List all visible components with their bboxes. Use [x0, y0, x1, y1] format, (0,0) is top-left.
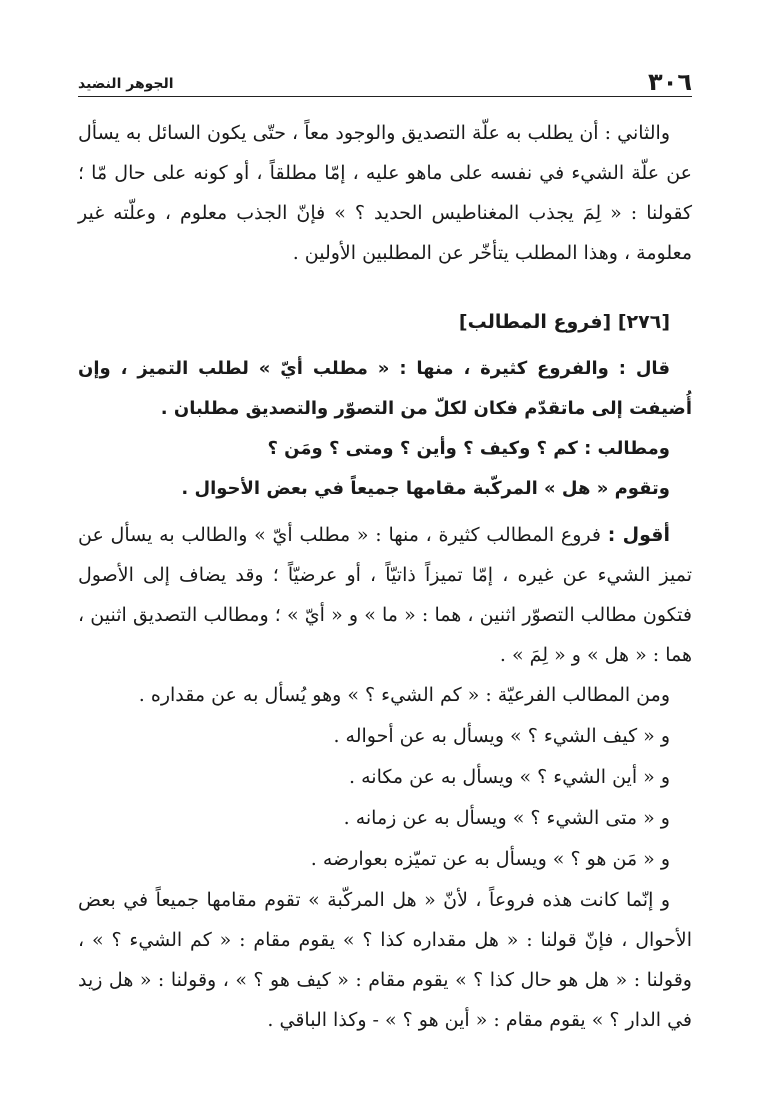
- book-title: الجوهر النضيد: [78, 76, 174, 92]
- page-number: ٣٠٦: [648, 68, 692, 96]
- list-item: و « كيف الشيء ؟ » ويسأل به عن أحواله .: [333, 725, 670, 747]
- list-item: و « أين الشيء ؟ » ويسأل به عن مكانه .: [349, 766, 670, 788]
- matn-paragraph-1: [78, 349, 692, 429]
- list-item: و « متى الشيء ؟ » ويسأل به عن زمانه .: [343, 807, 670, 829]
- matn-text-1: والفروع كثيرة ، منها : « مطلب أيّ » لطلب التميز ، وإن أُضيفت إلى ماتقدّم فكان لكلّ من التصوّر والتصديق مطلبان .: [78, 358, 692, 419]
- section-heading: [٢٧٦] [فروع المطالب]: [458, 311, 670, 333]
- running-header: [78, 60, 692, 97]
- commentary-paragraph-1: [78, 515, 692, 675]
- matn-paragraph-2: ومطالب : كم ؟ وكيف ؟ وأين ؟ ومتى ؟ ومَن ؟: [267, 438, 670, 459]
- commentary-label: أقول :: [607, 524, 670, 546]
- matn-label: قال :: [618, 358, 670, 379]
- list-item: و « مَن هو ؟ » ويسأل به عن تميّزه بعوارضه .: [310, 848, 670, 870]
- book-page: [78, 60, 692, 1040]
- commentary-text-1: فروع المطالب كثيرة ، منها : « مطلب أيّ » والطالب به يسأل عن تميز الشيء عن غيره ، إمّا تميزاً ذاتيّاً ، أو عرضيّاً ؛ وقد يضاف إلى الأصول فتكون مطالب التصوّر اثنين ، هما : « ما » و « أيّ » ؛ ومطالب التصديق اثنين ، هما : « هل » و « لِمَ » .: [78, 524, 692, 666]
- commentary-final-paragraph: و إنّما كانت هذه فروعاً ، لأنّ « هل المركّبة » تقوم مقامها جميعاً في بعض الأحوال ، فإنّ قولنا : « هل مقداره كذا ؟ » يقوم مقام : « كم الشيء ؟ » ، وقولنا : « هل هو حال كذا ؟ » يقوم مقام : « كيف هو ؟ » ، وقولنا : « هل زيد في الدار ؟ » يقوم مقام : « أين هو ؟ » - وكذا الباقي .: [78, 889, 692, 1031]
- page-body: [78, 113, 692, 1040]
- intro-paragraph: والثاني : أن يطلب به علّة التصديق والوجود معاً ، حتّى يكون السائل به يسأل عن علّة الشيء في نفسه على ماهو عليه ، إمّا مطلقاً ، أو كونه على حال مّا ؛ كقولنا : « لِمَ يجذب المغناطيس الحديد ؟ » فإنّ الجذب معلوم ، وعلّته غير معلومة ، وهذا المطلب يتأخّر عن المطلبين الأولين .: [78, 122, 692, 264]
- list-item: ومن المطالب الفرعيّة : « كم الشيء ؟ » وهو يُسأل به عن مقداره .: [138, 684, 670, 706]
- matn-paragraph-3: وتقوم « هل » المركّبة مقامها جميعاً في بعض الأحوال .: [181, 478, 670, 499]
